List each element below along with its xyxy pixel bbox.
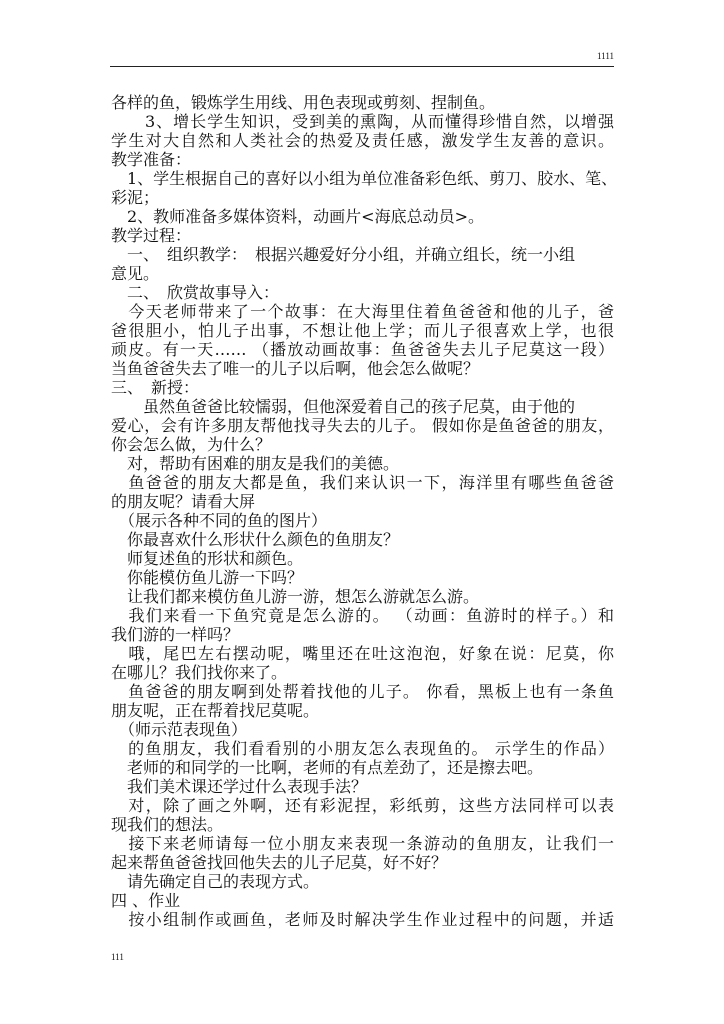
text-line: 的朋友呢？请看大屏: [111, 492, 256, 511]
text-line: 三、 新授：: [111, 378, 200, 397]
text-line: 对，帮助有困难的朋友是我们的美德。: [111, 454, 400, 473]
text-line: 你会怎么做，为什么？: [111, 435, 272, 454]
header-page-number: 1111: [597, 51, 614, 61]
text-line: （师示范表现鱼）: [111, 720, 248, 739]
text-line: 3、增长学生知识，受到美的熏陶，从而懂得珍惜自然，以增强: [111, 112, 614, 131]
text-line: 按小组制作或画鱼，老师及时解决学生作业过程中的问题，并适: [111, 910, 614, 929]
text-line: 彩泥；: [111, 188, 160, 207]
text-line: 我们游的一样吗？: [111, 625, 240, 644]
text-line: 我们来看一下鱼究竟是怎么游的。 （动画：鱼游时的样子。）和: [111, 606, 614, 625]
text-line: 虽然鱼爸爸比较懦弱，但他深爱着自己的孩子尼莫，由于他的: [111, 397, 576, 416]
text-line: 1、学生根据自己的喜好以小组为单位准备彩色纸、剪刀、胶水、笔、: [111, 169, 618, 188]
text-line: 一、 组织教学： 根据兴趣爱好分小组，并确立组长，统一小组: [111, 245, 576, 264]
text-line: 请先确定自己的表现方式。: [111, 872, 320, 891]
text-line: 爸很胆小，怕儿子出事，不想让他上学；而儿子很喜欢上学，也很: [111, 321, 614, 340]
text-line: 教学过程：: [111, 226, 192, 245]
text-line: （展示各种不同的鱼的图片）: [111, 511, 328, 530]
text-line: 老师的和同学的一比啊，老师的有点差劲了，还是擦去吧。: [111, 758, 544, 777]
text-line: 学生对大自然和人类社会的热爱及责任感，激发学生友善的意识。: [111, 131, 614, 150]
text-line: 起来帮鱼爸爸找回他失去的儿子尼莫，好不好？: [111, 853, 448, 872]
text-line: 教学准备：: [111, 150, 192, 169]
text-line: 我们美术课还学过什么表现手法？: [111, 777, 368, 796]
text-line: 意见。: [111, 264, 160, 283]
text-line: 在哪儿？我们找你来了。: [111, 663, 288, 682]
text-line: 各样的鱼，锻炼学生用线、用色表现或剪刻、捏制鱼。: [111, 93, 496, 112]
text-line: 接下来老师请每一位小朋友来表现一条游动的鱼朋友，让我们一: [111, 834, 614, 853]
text-line: 今天老师带来了一个故事：在大海里住着鱼爸爸和他的儿子，爸: [111, 302, 614, 321]
text-line: 2、教师准备多媒体资料，动画片<海底总动员>。: [111, 207, 484, 226]
text-line: 你能模仿鱼儿游一下吗？: [111, 568, 304, 587]
text-line: 的鱼朋友，我们看看别的小朋友怎么表现鱼的。 示学生的作品）: [111, 739, 614, 758]
text-line: 鱼爸爸的朋友大都是鱼，我们来认识一下，海洋里有哪些鱼爸爸: [111, 473, 614, 492]
text-line: 当鱼爸爸失去了唯一的儿子以后啊，他会怎么做呢？: [111, 359, 480, 378]
text-line: 爱心，会有许多朋友帮他找寻失去的儿子。 假如你是鱼爸爸的朋友，: [111, 416, 614, 435]
footer-page-number: 111: [111, 952, 124, 962]
text-line: 哦，尾巴左右摆动呢，嘴里还在吐这泡泡，好象在说：尼莫，你: [111, 644, 614, 663]
header-rule: [110, 66, 614, 67]
text-line: 顽皮。有一天…… （播放动画故事：鱼爸爸失去儿子尼莫这一段）: [111, 340, 614, 359]
text-line: 四 、作业: [111, 891, 181, 910]
text-line: 对，除了画之外啊，还有彩泥捏，彩纸剪，这些方法同样可以表: [111, 796, 614, 815]
text-line: 鱼爸爸的朋友啊到处帮着找他的儿子。 你看，黑板上也有一条鱼: [111, 682, 614, 701]
text-line: 师复述鱼的形状和颜色。: [111, 549, 304, 568]
text-line: 朋友呢，正在帮着找尼莫呢。: [111, 701, 320, 720]
text-line: 你最喜欢什么形状什么颜色的鱼朋友？: [111, 530, 400, 549]
text-line: 二、 欣赏故事导入：: [111, 283, 280, 302]
text-line: 现我们的想法。: [111, 815, 224, 834]
document-body: [111, 93, 618, 929]
text-line: 让我们都来模仿鱼儿游一游，想怎么游就怎么游。: [111, 587, 480, 606]
